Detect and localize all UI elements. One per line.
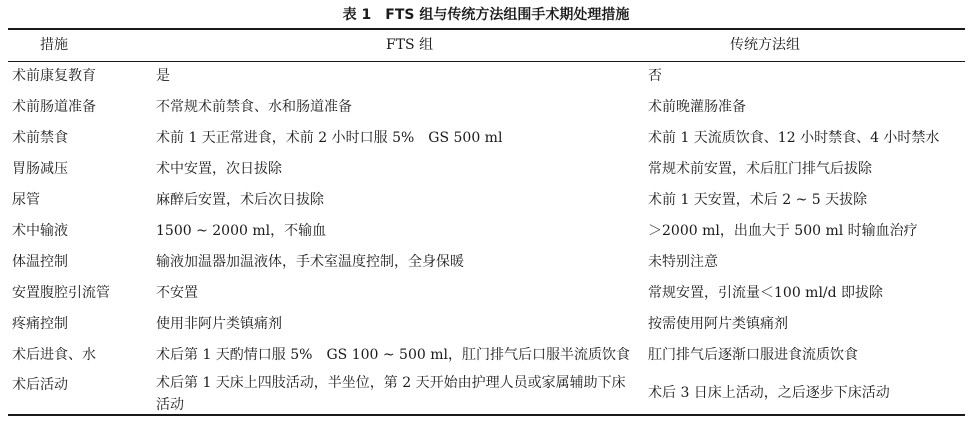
cell-traditional: 术后 3 日床上活动，之后逐步下床活动	[648, 385, 890, 401]
cell-measure: 体温控制	[12, 254, 68, 270]
cell-measure: 安置腹腔引流管	[12, 285, 110, 301]
header-rule	[8, 61, 965, 62]
cell-fts: 不安置	[156, 285, 198, 301]
cell-traditional: 否	[648, 68, 662, 84]
cell-measure: 术后活动	[12, 377, 68, 393]
cell-traditional: 按需使用阿片类镇痛剂	[648, 316, 788, 332]
cell-fts: 术中安置，次日拔除	[156, 161, 282, 177]
cell-fts: 麻醉后安置，术后次日拔除	[156, 192, 324, 208]
cell-traditional: 常规安置，引流量＜100 ml/d 即拔除	[648, 285, 884, 301]
header-fts: FTS 组	[386, 37, 434, 53]
cell-fts: 不常规术前禁食、水和肠道准备	[156, 99, 352, 115]
cell-measure: 疼痛控制	[12, 316, 68, 332]
cell-traditional: 术前晚灌肠准备	[648, 99, 746, 115]
cell-measure: 术中输液	[12, 223, 68, 239]
cell-measure: 术前禁食	[12, 130, 68, 146]
header-traditional: 传统方法组	[730, 37, 800, 53]
cell-fts: 术前 1 天正常进食，术前 2 小时口服 5% GS 500 ml	[156, 130, 503, 146]
cell-measure: 术前肠道准备	[12, 99, 96, 115]
cell-fts: 使用非阿片类镇痛剂	[156, 316, 282, 332]
cell-fts: 术后第 1 天酌情口服 5% GS 100 ~ 500 ml，肛门排气后口服半流质饮食	[156, 347, 630, 363]
cell-measure: 术前康复教育	[12, 68, 96, 84]
cell-traditional: 肛门排气后逐渐口服进食流质饮食	[648, 347, 858, 363]
cell-traditional: 术前 1 天流质饮食、12 小时禁食、4 小时禁水	[648, 130, 940, 146]
table-caption: 表 1 FTS 组与传统方法组围手术期处理措施	[342, 7, 630, 23]
cell-traditional: 术前 1 天安置，术后 2 ~ 5 天拔除	[648, 192, 868, 208]
cell-fts: 是	[156, 68, 170, 84]
header-measure: 措施	[40, 37, 68, 53]
cell-traditional: 未特别注意	[648, 254, 718, 270]
cell-fts: 输液加温器加温液体，手术室温度控制，全身保暖	[156, 254, 464, 270]
cell-traditional: 常规术前安置，术后肛门排气后拔除	[648, 161, 872, 177]
cell-measure: 胃肠减压	[12, 161, 68, 177]
cell-measure: 尿管	[12, 192, 40, 208]
top-rule	[8, 28, 965, 30]
cell-fts: 术后第 1 天床上四肢活动，半坐位，第 2 天开始由护理人员或家属辅助下床活动	[156, 375, 626, 413]
bottom-rule	[8, 414, 965, 416]
cell-measure: 术后进食、水	[12, 347, 96, 363]
cell-traditional: ＞2000 ml，出血大于 500 ml 时输血治疗	[648, 223, 918, 239]
cell-fts: 1500 ~ 2000 ml，不输血	[156, 223, 327, 239]
